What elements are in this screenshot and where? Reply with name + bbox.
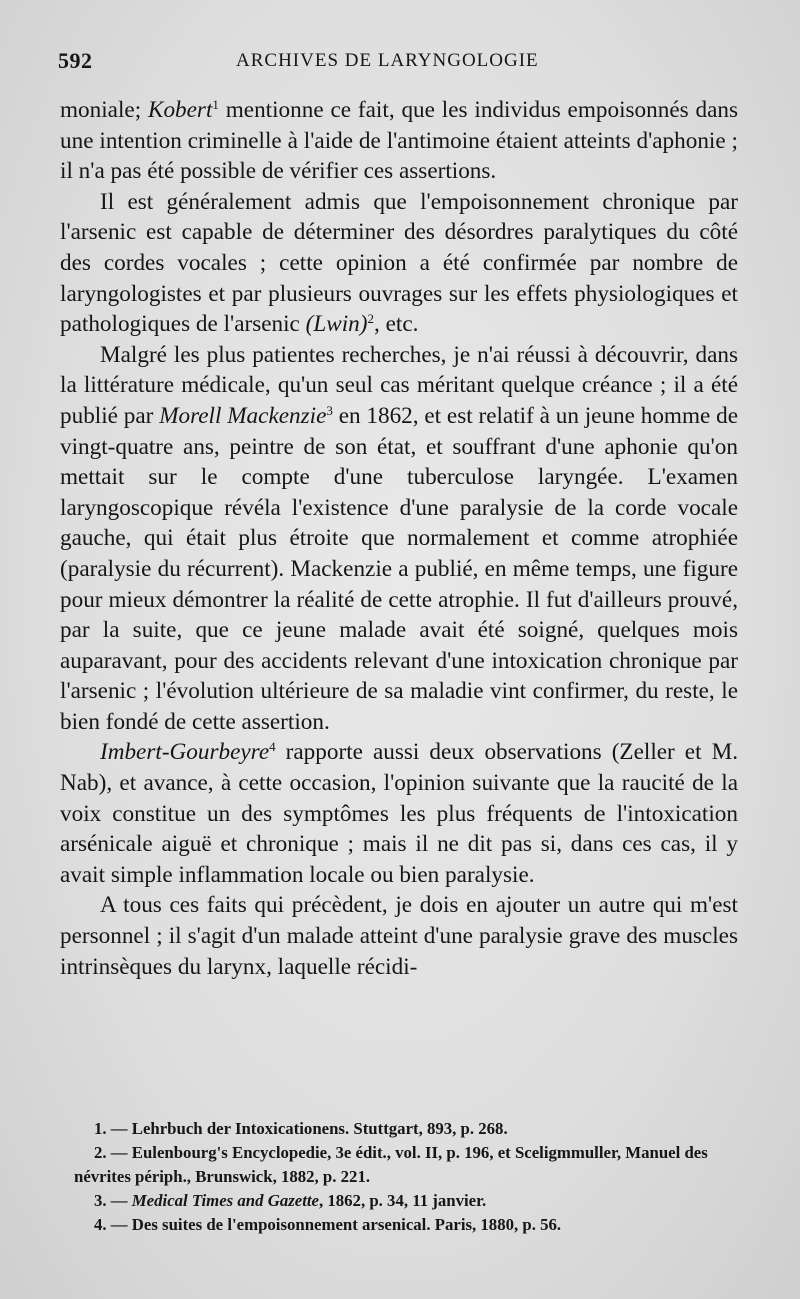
author-imbert-gourbeyre: Imbert-Gourbeyre — [100, 739, 270, 766]
paragraph-5: A tous ces faits qui précèdent, je dois en ajouter un autre qui m'est personnel ; il s'agit d'un malade atteint d'une paralysie grave des muscles intrinsèques du larynx, laquelle récidi- — [60, 892, 738, 980]
paragraph-2: Il est généralement admis que l'empoisonnement chronique par l'arsenic est capable de déterminer des désordres paralytiques du côté des cordes vocales ; cette opinion a été confirmée par nombre de laryngologistes et par plusieurs ouvrages sur les effets physiologiques et pathologiques de l'arsenic (Lwin)$^2$, etc. — [60, 188, 738, 338]
author-lwin: (Lwin) — [305, 311, 368, 338]
footnote-1: 1. — Lehrbuch der Intoxicationens. Stuttgart, 893, p. 268. — [94, 1119, 508, 1138]
footnotes — [74, 1117, 742, 1237]
footnote-4: 4. — Des suites de l'empoisonnement arsenical. Paris, 1880, p. 56. — [94, 1215, 562, 1234]
footnote-ref-4[interactable]: 4 — [269, 739, 276, 755]
footnote-ref-3[interactable]: 3 — [326, 402, 333, 418]
footnote-ref-2[interactable]: 2 — [367, 311, 374, 327]
author-kobert: Kobert — [147, 97, 213, 123]
footnote-3: 3. — Medical Times and Gazette, 1862, p. 34, 11 janvier. — [94, 1191, 487, 1210]
journal-title: Medical Times and Gazette — [131, 1191, 319, 1210]
footnote-2: 2. — Eulenbourg's Encyclopedie, 3e édit., vol. II, p. 196, et Sceligmmuller, Manuel des névrites périph., Brunswick, 1882, p. 221. — [74, 1143, 708, 1186]
footnote-ref-1[interactable]: 1 — [212, 97, 219, 112]
body-text — [60, 95, 738, 982]
author-mackenzie: Morell Mackenzie — [159, 402, 327, 429]
page-number: 592 — [58, 48, 93, 73]
paragraph-1: moniale; Kobert$^1$ mentionne ce fait, que les individus empoisonnés dans une intention criminelle à l'aide de l'antimoine étaient atteints d'aphonie ; il n'a pas été possible de vérifier ces assertions. — [60, 97, 738, 185]
paragraph-4: Imbert-Gourbeyre$^4$ rapporte aussi deux observations (Zeller et M. Nab), et avance, à cette occasion, l'opinion suivante que la raucité de la voix constitue un des symptômes les plus fréquents de l'intoxication arsénicale aiguë et chronique ; mais il ne dit pas si, dans ces cas, il y avait simple inflammation locale ou bien paralysie. — [60, 739, 738, 888]
paragraph-3: Malgré les plus patientes recherches, je n'ai réussi à découvrir, dans la littérature médicale, qu'un seul cas méritant quelque créance ; il a été publié par Morell Mackenzie$^3$ en 1862, et est relatif à un jeune homme de vingt-quatre ans, peintre de son état, et souffrant d'une aphonie qu'on mettait sur le compte d'une tuberculose laryngée. L'examen laryngoscopique révéla l'existence d'une paralysie de la corde vocale gauche, qui était plus étroite que normalement et comme atrophiée (paralysie du récurrent). Mackenzie a publié, en même temps, une figure pour mieux démontrer la réalité de cette atrophie. Il fut d'ailleurs prouvé, par la suite, que ce jeune malade avait été soigné, quelques mois auparavant, pour des accidents relevant d'une intoxication chronique par l'arsenic ; l'évolution ultérieure de sa maladie vint confirmer, du reste, le bien fondé de cette assertion. — [60, 341, 738, 735]
running-title: ARCHIVES DE LARYNGOLOGIE — [236, 50, 539, 71]
